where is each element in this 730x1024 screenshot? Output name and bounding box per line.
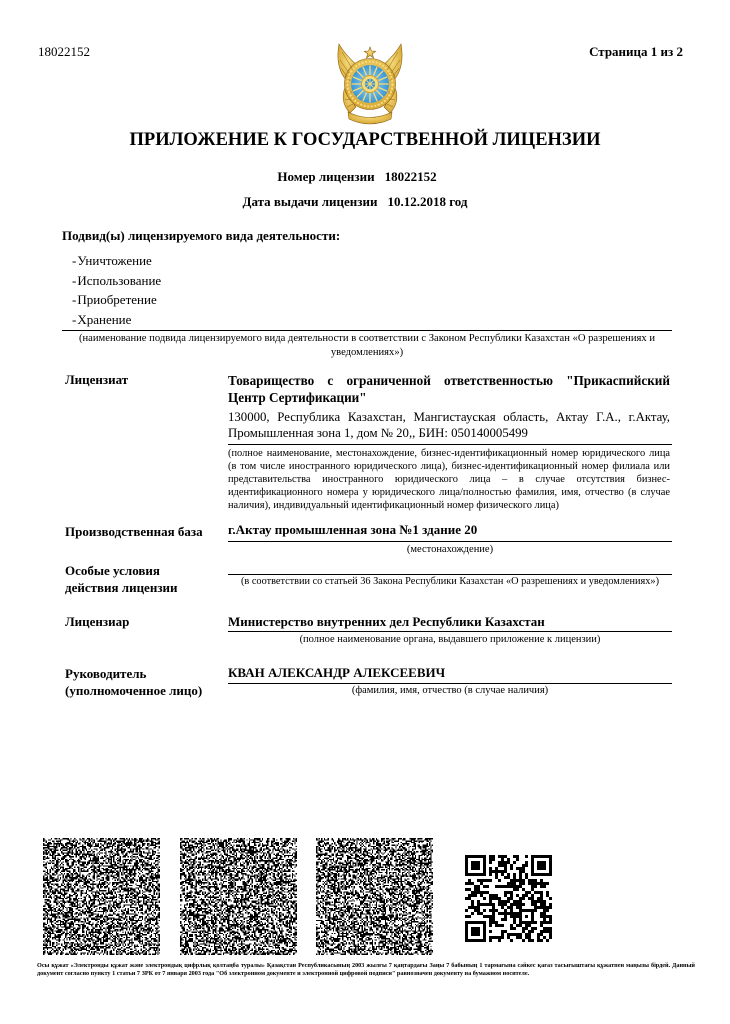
head-label (65, 665, 202, 699)
page-title: ПРИЛОЖЕНИЕ К ГОСУДАРСТВЕННОЙ ЛИЦЕНЗИИ (129, 130, 601, 150)
emblem-graphic (333, 40, 407, 128)
licensee-details (228, 372, 670, 441)
activity-item-label: Уничтожение (77, 253, 152, 268)
activity-item-label: Хранение (77, 311, 132, 327)
field-underline (62, 330, 672, 331)
list-item (72, 290, 161, 310)
page-indicator: Страница 1 из 2 (589, 44, 683, 59)
license-date-label: Дата выдачи лицензии (242, 194, 378, 209)
activity-list (72, 251, 161, 329)
license-number-label: Номер лицензии (277, 169, 375, 184)
production-base-caption: (местонахождение) (406, 544, 494, 555)
document-number: 18022152 (38, 44, 90, 59)
activity-item-label: Использование (77, 272, 162, 288)
kazakhstan-state-emblem-icon (333, 40, 407, 128)
license-date-value: 10.12.2018 год (387, 194, 468, 209)
list-item (72, 251, 161, 271)
datamatrix-code-icon (43, 838, 160, 955)
head-value: КВАН АЛЕКСАНДР АЛЕКСЕЕВИЧ (228, 665, 446, 680)
list-bullet: - (72, 272, 77, 288)
list-bullet: - (72, 253, 77, 268)
special-conditions-label (65, 562, 178, 596)
special-conditions-label-line: действия лицензии (65, 580, 178, 595)
list-bullet: - (72, 292, 77, 307)
list-item (72, 271, 161, 291)
activity-item-label: Приобретение (77, 292, 157, 307)
field-underline (228, 631, 672, 632)
activity-caption: (наименование подвида лицензируемого вида деятельности в соответствии с Законом Республики Казахстан «О разрешениях и уведомлениях») (78, 333, 656, 358)
special-conditions-caption: (в соответствии со статьей 36 Закона Республики Казахстан «О разрешениях и уведомлениях») (240, 576, 660, 587)
list-item (72, 310, 161, 330)
datamatrix-code-icon (180, 838, 297, 955)
field-underline (228, 541, 672, 542)
licensee-address: 130000, Республика Казахстан, Мангистауская область, Актау Г.А., г.Актау, Промышленная зона 1, дом № 20,, БИН: 050140005499 (228, 410, 670, 440)
list-bullet: - (72, 311, 77, 327)
licensor-caption: (полное наименование органа, выдавшего приложение к лицензии) (299, 634, 601, 645)
license-date-line (0, 194, 710, 210)
licensee-label: Лицензиат (65, 372, 129, 387)
field-underline (228, 444, 672, 445)
licensor-label: Лицензиар (65, 614, 130, 629)
head-label-line: (уполномоченное лицо) (65, 683, 203, 698)
special-conditions-label-line: Особые условия (65, 563, 160, 578)
production-base-value: г.Актау промышленная зона №1 здание 20 (228, 522, 478, 537)
datamatrix-code-icon (316, 838, 433, 955)
head-label-line: Руководитель (65, 666, 147, 681)
qr-code-icon (465, 855, 552, 942)
production-base-label: Производственная база (65, 524, 203, 539)
license-number-line (0, 169, 714, 185)
licensee-caption: (полное наименование, местонахождение, бизнес-идентификационный номер юридического лица (в том числе иностранного юридического лица), бизнес-идентификационный номер филиала или представительства иностранного юридического лица – в случае отсутствия бизнес-идентификационного номера у юридического лица/полностью фамилия, имя, отчество (в случае наличия), индивидуальный идентификационный номер физического лица) (228, 448, 670, 511)
legal-notice: Осы құжат «Электронды құжат және электрондық цифрлық қолтаңба туралы» Қазақстан Республикасының 2003 жылғы 7 қаңтардағы Заңы 7 бабының 1 тармағына сәйкес қағаз тасығыштағы құжатпен маңызы бірдей. Данный документ согласно пункту 1 статьи 7 ЗРК от 7 января 2003 года "Об электронном документе и электронной цифровой подписи" равнозначен документу на бумажном носителе. (37, 962, 695, 977)
license-number-value: 18022152 (384, 169, 437, 184)
licensee-name: Товарищество с ограниченной ответственностью "Прикаспийский Центр Сертификации" (228, 373, 670, 405)
activity-heading: Подвид(ы) лицензируемого вида деятельности: (62, 228, 341, 243)
licensor-value: Министерство внутренних дел Республики Казахстан (228, 614, 545, 629)
head-caption: (фамилия, имя, отчество (в случае наличия) (351, 685, 549, 696)
